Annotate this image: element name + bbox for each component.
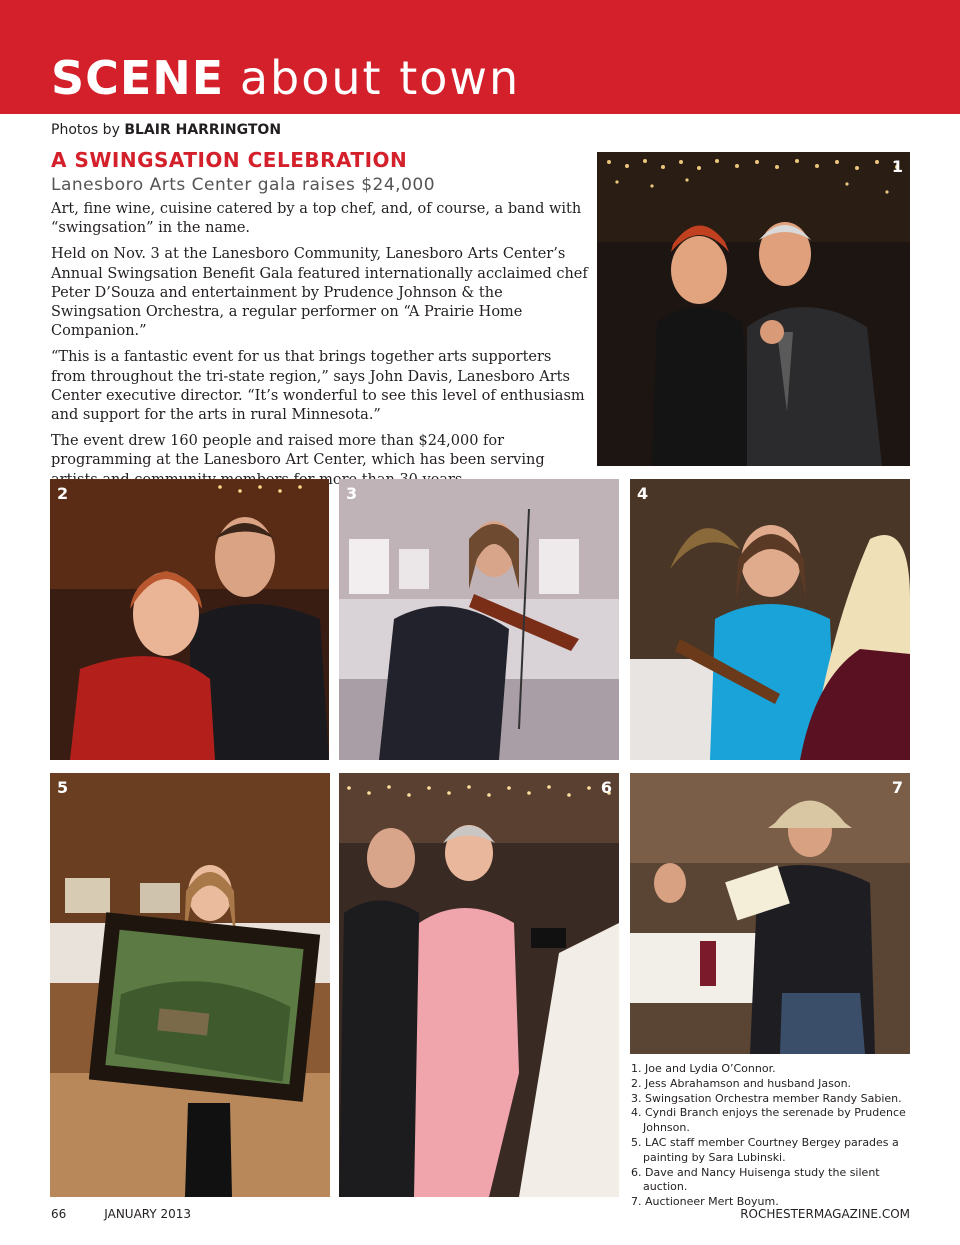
photo-credit-prefix: Photos by <box>51 122 120 138</box>
article-paragraph: Art, fine wine, cuisine catered by a top chef, and, of course, a band with “swingsation” in the name. <box>51 201 582 237</box>
photo-6-image <box>339 773 619 1197</box>
photo-number: 5 <box>57 778 69 797</box>
caption-item: 3. Swingsation Orchestra member Randy Sabien. <box>631 1091 902 1105</box>
photo-3 <box>339 479 619 760</box>
photo-number: 6 <box>600 778 612 797</box>
section-title-light: about town <box>239 51 521 105</box>
article-paragraph: Held on Nov. 3 at the Lanesboro Community, Lanesboro Arts Center’s Annual Swingsation Benefit Gala featured internationally acclaimed chef Peter D’Souza and entertainment by Prudence Johnson & the Swingsation Orchestra, a regular performer on “A Prairie Home Companion.” <box>51 246 588 340</box>
photo-number: 1 <box>891 157 903 176</box>
photo-4-image <box>630 479 910 760</box>
article-body <box>51 200 588 497</box>
header-banner <box>0 0 960 114</box>
photo-number: 7 <box>891 778 903 797</box>
photo-2-image <box>50 479 329 760</box>
photo-number: 3 <box>346 484 358 503</box>
footer-left <box>51 1207 191 1221</box>
article-headline: A SWINGSATION CELEBRATION <box>51 148 408 172</box>
caption-item: 2. Jess Abrahamson and husband Jason. <box>631 1076 852 1090</box>
photo-7 <box>630 773 910 1054</box>
photo-4 <box>630 479 910 760</box>
photo-credit <box>51 122 281 138</box>
photo-1-image <box>597 152 910 466</box>
article-paragraph: “This is a fantastic event for us that brings together arts supporters from throughout the tri-state region,” says John Davis, Lanesboro Arts Center executive director. “It’s wonderful to see this level of enthusiasm and support for the arts in rural Minnesota.” <box>51 349 585 424</box>
photo-2 <box>50 479 329 760</box>
photo-5 <box>50 773 330 1197</box>
caption-item: 4. Cyndi Branch enjoys the serenade by Prudence Johnson. <box>631 1106 906 1135</box>
caption-item: 5. LAC staff member Courtney Bergey parades a painting by Sara Lubinski. <box>631 1135 899 1164</box>
section-title <box>51 50 520 106</box>
photo-number: 4 <box>637 484 649 503</box>
photographer-name: BLAIR HARRINGTON <box>124 122 282 138</box>
section-title-bold: SCENE <box>51 51 225 105</box>
issue-date: JANUARY 2013 <box>104 1207 192 1221</box>
page-number: 66 <box>51 1207 67 1221</box>
photo-number: 2 <box>57 484 69 503</box>
article-paragraph: The event drew 160 people and raised more than $24,000 for programming at the Lanesboro Art Center, which has been serving more <box>51 433 545 488</box>
photo-3-image <box>339 479 619 760</box>
photo-captions <box>631 1062 916 1210</box>
caption-item: 6. Dave and Nancy Huisenga study the silent auction. <box>631 1165 880 1194</box>
photo-7-image <box>630 773 910 1054</box>
caption-item: 7. Auctioneer Mert Boyum. <box>631 1195 779 1209</box>
photo-5-image <box>50 773 330 1197</box>
photo-6 <box>339 773 619 1197</box>
article-subhead: Lanesboro Arts Center gala raises $24,000 <box>51 175 436 195</box>
website-url: ROCHESTERMAGAZINE.COM <box>740 1207 910 1221</box>
caption-item: 1. Joe and Lydia O’Connor. <box>631 1062 776 1075</box>
photo-1 <box>597 152 910 466</box>
